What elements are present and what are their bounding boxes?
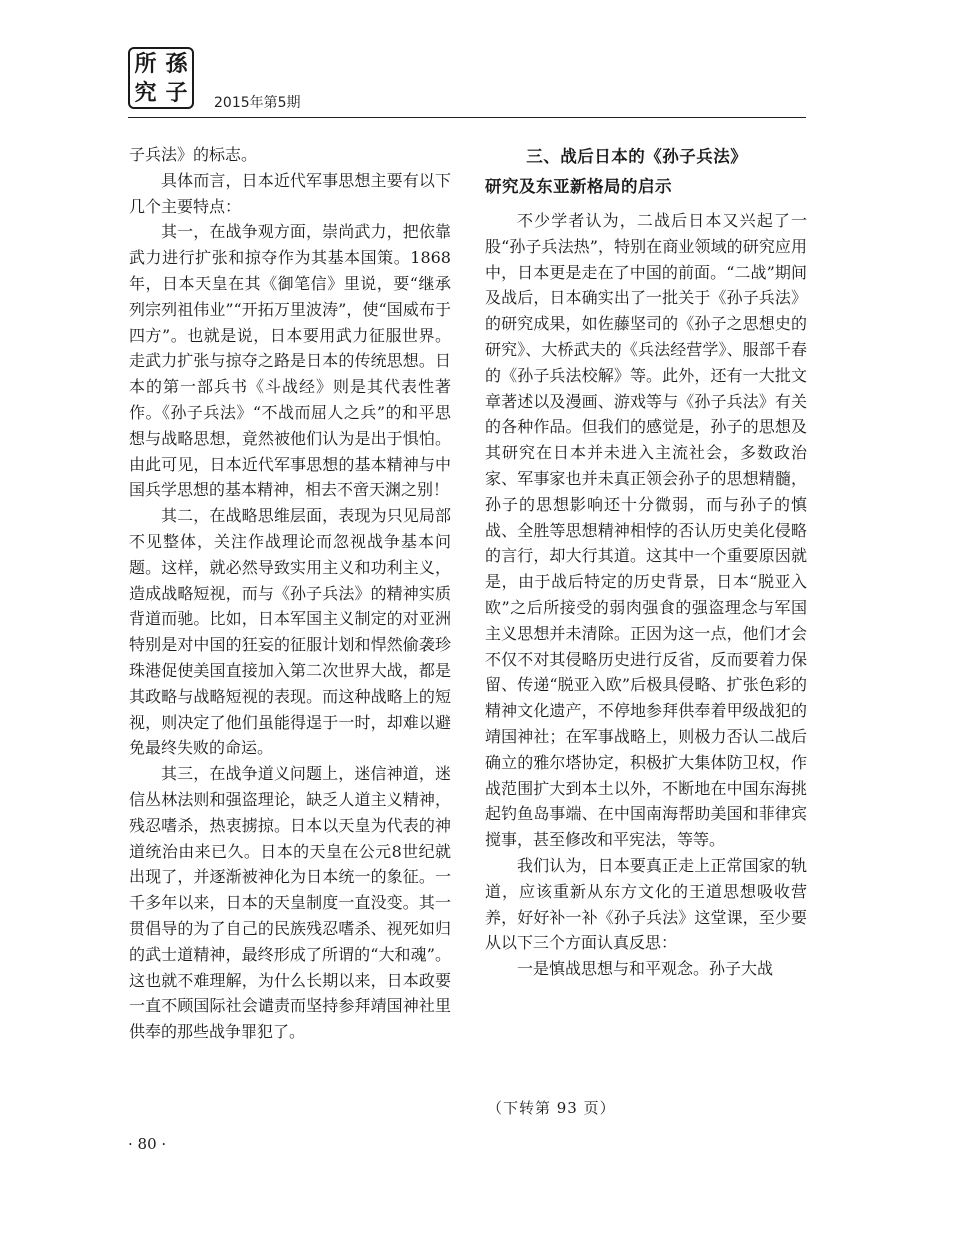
paragraph: 具体而言，日本近代军事思想主要有以下几个主要特点： bbox=[129, 170, 451, 216]
continued-note: （下转第 93 页） bbox=[487, 1099, 616, 1117]
logo-char: 究 bbox=[134, 79, 157, 106]
paragraph: 其一，在战争观方面，崇尚武力，把依靠武力进行扩张和掠夺作为其基本国策。1868年，日本天皇在其《御笔信》里说，要“继承列宗列祖伟业”“开拓万里波涛”，使“国威布于四方”。也就是说，日本要用武力征服世界。走武力扩张与掠夺之路是日本的传统思想。日本的第一部兵书《斗战经》则是其代表性著作。《孙子兵法》“不战而屈人之兵”的和平思想与战略思想，竟然被他们认为是出于惧怕。由此可见，日本近代军事思想的基本精神与中国兵学思想的基本精神，相去不啻天渊之别！ bbox=[129, 222, 451, 500]
right-column bbox=[485, 142, 807, 982]
paragraph: 一是慎战思想与和平观念。孙子大战 bbox=[517, 959, 774, 979]
paragraph: 子兵法》的标志。 bbox=[129, 145, 258, 164]
page-number: · 80 · bbox=[128, 1135, 167, 1153]
paragraph: 我们认为，日本要真正走上正常国家的轨道，应该重新从东方文化的王道思想吸收营养，好好补一补《孙子兵法》这堂课，至少要从以下三个方面认真反思： bbox=[485, 855, 807, 953]
header-divider bbox=[128, 117, 806, 118]
section-heading-line: 三、战后日本的《孙子兵法》 bbox=[526, 147, 748, 166]
left-column bbox=[129, 142, 451, 1045]
logo-char: 子 bbox=[165, 79, 188, 106]
journal-logo bbox=[128, 47, 194, 109]
paragraph: 其二，在战略思维层面，表现为只见局部不见整体，关注作战理论而忽视战争基本问题。这样，就必然导致实用主义和功利主义，造成战略短视，而与《孙子兵法》的精神实质背道而驰。比如，日本军国主义制定的对亚洲特别是对中国的狂妄的征服计划和悍然偷袭珍珠港促使美国直接加入第二次世界大战，都是其政略与战略短视的表现。而这种战略上的短视，则决定了他们虽能得逞于一时，却难以避免最终失败的命运。 bbox=[129, 506, 451, 758]
paragraph: 其三，在战争道义问题上，迷信神道，迷信丛林法则和强盗理论，缺乏人道主义精神，残忍嗜杀，热衷掳掠。日本以天皇为代表的神道统治由来已久。日本的天皇在公元8世纪就出现了，并逐渐被神化为日本统一的象征。一千多年以来，日本的天皇制度一直没变。其一贯倡导的为了自己的民族残忍嗜杀、视死如归的武士道精神，最终形成了所谓的“大和魂”。这也就不难理解，为什么长期以来，日本政要一直不顾国际社会谴责而坚持参拜靖国神社里供奉的那些战争罪犯了。 bbox=[129, 764, 451, 1042]
logo-char: 所 bbox=[134, 50, 157, 77]
section-heading-line: 研究及东亚新格局的启示 bbox=[485, 177, 672, 196]
section-heading bbox=[485, 142, 807, 202]
logo-char: 孫 bbox=[165, 50, 188, 77]
issue-label: 2015年第5期 bbox=[214, 95, 301, 111]
paragraph: 不少学者认为，二战后日本又兴起了一股“孙子兵法热”，特别在商业领域的研究应用中，日本更是走在了中国的前面。“二战”期间及战后，日本确实出了一批关于《孙子兵法》的研究成果，如佐藤坚司的《孙子之思想史的研究》、大桥武夫的《兵法经营学》、服部千春的《孙子兵法校解》等。此外，还有一大批文章著述以及漫画、游戏等与《孙子兵法》有关的各种作品。但我们的感觉是，孙子的思想及其研究在日本并未进入主流社会，多数政治家、军事家也并未真正领会孙子的思想精髓，孙子的思想影响还十分微弱，而与孙子的慎战、全胜等思想精神相悖的否认历史美化侵略的言行，却大行其道。这其中一个重要原因就是，由于战后特定的历史背景，日本“脱亚入欧”之后所接受的弱肉强食的强盗理念与军国主义思想并未清除。正因为这一点，他们才会不仅不对其侵略历史进行反省，反而要着力保留、传递“脱亚入欧”后极具侵略、扩张色彩的精神文化遗产，不停地参拜供奉着甲级战犯的靖国神社；在军事战略上，则极力否认二战后确立的雅尔塔协定，积极扩大集体防卫权，作战范围扩大到本土以外，不断地在中国东海挑起钓鱼岛事端、在中国南海帮助美国和菲律宾搅事，甚至修改和平宪法，等等。 bbox=[485, 211, 807, 850]
